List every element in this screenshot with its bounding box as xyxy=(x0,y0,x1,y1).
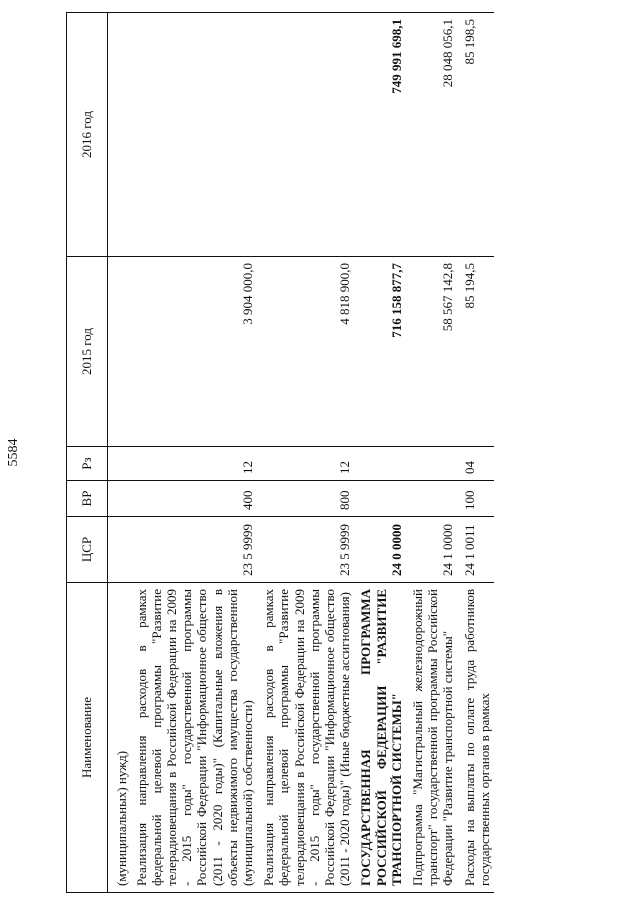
row-vr xyxy=(408,481,458,517)
budget-table xyxy=(66,12,494,893)
row-2015: 85 194,5 xyxy=(460,257,494,447)
row-2016: 28 048 056,1 xyxy=(408,13,458,257)
row-2015: 4 818 900,0 xyxy=(259,257,354,447)
header-name: Наименование xyxy=(67,583,108,893)
row-csr: 23 5 9999 xyxy=(259,517,354,583)
row-name: ГОСУДАРСТВЕННАЯ ПРОГРАММА РОССИЙСКОЙ ФЕДЕРАЦИИ "РАЗВИТИЕ ТРАНСПОРТНОЙ СИСТЕМЫ" xyxy=(356,583,406,893)
table-row xyxy=(408,13,458,893)
row-csr xyxy=(108,517,132,583)
row-vr: 800 xyxy=(259,481,354,517)
row-rz: 04 xyxy=(460,447,494,481)
row-2015: 58 567 142,8 xyxy=(408,257,458,447)
table-row xyxy=(259,13,354,893)
row-vr: 400 xyxy=(132,481,258,517)
row-csr: 24 1 0011 xyxy=(460,517,494,583)
row-name: Реализация направления расходов в рамках федеральной целевой программы "Развитие телерадиовещания в Российской Федерации на 2009 - 2015 годы" государственной программы Российской Федерации "Информационное общество (2011 - 2020 годы)" (Капитальные вложения в объекты недвижимого имущества государственной (муниципальной) собственности) xyxy=(132,583,258,893)
header-2015: 2015 год xyxy=(67,257,108,447)
table-row-program xyxy=(356,13,406,893)
row-2015 xyxy=(108,257,132,447)
row-2016: 85 198,5 xyxy=(460,13,494,257)
row-2016 xyxy=(259,13,354,257)
table-header-row xyxy=(67,13,108,893)
header-csr: ЦСР xyxy=(67,517,108,583)
row-name: Реализация направления расходов в рамках федеральной целевой программы "Развитие телерадиовещания в Российской Федерации на 2009 - 2015 годы" государственной программы Российской Федерации "Информационное общество (2011 - 2020 годы)" (Иные бюджетные ассигнования) xyxy=(259,583,354,893)
row-rz xyxy=(408,447,458,481)
row-name: (муниципальных) нужд) xyxy=(108,583,132,893)
header-vr: ВР xyxy=(67,481,108,517)
table-row xyxy=(108,13,132,893)
row-2016 xyxy=(132,13,258,257)
row-rz: 12 xyxy=(259,447,354,481)
row-2016 xyxy=(108,13,132,257)
row-2015: 3 904 000,0 xyxy=(132,257,258,447)
row-2015: 716 158 877,7 xyxy=(356,257,406,447)
row-rz xyxy=(108,447,132,481)
table-row xyxy=(132,13,258,893)
table-row xyxy=(460,13,494,893)
row-vr: 100 xyxy=(460,481,494,517)
header-rz: Рз xyxy=(67,447,108,481)
page-number: 5584 xyxy=(6,438,21,467)
row-csr: 24 1 0000 xyxy=(408,517,458,583)
row-rz: 12 xyxy=(132,447,258,481)
row-csr: 23 5 9999 xyxy=(132,517,258,583)
row-vr xyxy=(356,481,406,517)
row-rz xyxy=(356,447,406,481)
header-2016: 2016 год xyxy=(67,13,108,257)
row-2016: 749 991 698,1 xyxy=(356,13,406,257)
row-csr: 24 0 0000 xyxy=(356,517,406,583)
row-name: Подпрограмма "Магистральный железнодорожный транспорт" государственной программы Российской Федерации "Развитие транспортной системы" xyxy=(408,583,458,893)
row-vr xyxy=(108,481,132,517)
row-name: Расходы на выплаты по оплате труда работников государственных органов в рамках xyxy=(460,583,494,893)
